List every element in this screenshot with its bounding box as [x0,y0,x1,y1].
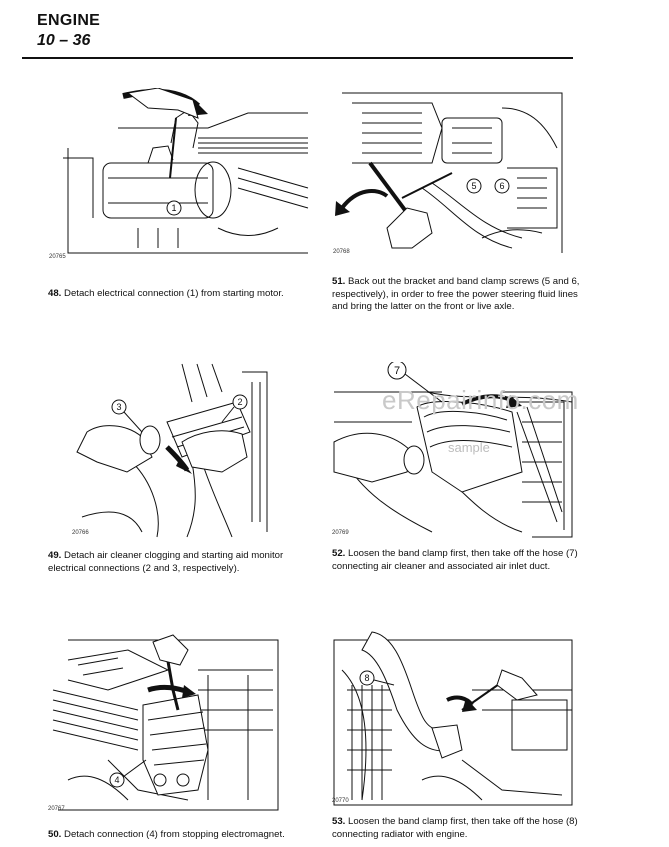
callout-6: 6 [499,181,505,191]
callout-5: 5 [471,181,477,191]
step-number: 50. [48,829,62,840]
step-number: 48. [48,288,62,299]
air-cleaner-illustration [72,362,270,540]
page-header [37,12,100,50]
step-number: 53. [332,816,346,827]
step-text: Back out the bracket and band clamp screws (5 and 6, respectively), in order to free the power steering fluid lines and bring the latter on the front or live axle. [332,276,580,312]
power-steering-illustration [332,88,570,258]
step-text: Detach electrical connection (1) from starting motor. [64,288,284,299]
figure-radiator-hose [332,630,576,808]
header-rule [22,57,573,59]
callout-4: 4 [114,775,120,785]
watermark: eRepairinfo.com [382,385,579,415]
figure-number: 20765 [49,254,66,260]
step-51-caption [332,276,582,314]
figure-number: 20769 [332,530,349,536]
step-52-caption [332,548,582,573]
starting-motor-illustration [48,88,316,263]
stopping-electromagnet-illustration [48,630,288,815]
step-text: Loosen the band clamp first, then take off the hose (8) connecting radiator with engine. [332,816,578,840]
callout-8: 8 [364,673,370,683]
callout-7: 7 [393,365,401,377]
section-title: ENGINE [37,12,101,29]
step-text: Detach air cleaner clogging and starting aid monitor electrical connections (2 and 3, respectively). [48,550,284,574]
figure-stopping-electromagnet [48,630,288,815]
figure-number: 20766 [72,530,89,536]
callout-3: 3 [116,402,122,412]
step-number: 51. [332,276,346,287]
watermark-sub: sample [448,440,490,455]
figure-number: 20768 [333,249,350,255]
page-number: 10 – 36 [37,32,91,49]
figure-number: 20770 [332,798,349,804]
figure-number: 20767 [48,806,65,812]
step-text: Detach connection (4) from stopping electromagnet. [64,829,285,840]
step-number: 49. [48,550,62,561]
step-49-caption [48,550,298,575]
figure-air-cleaner-connections [72,362,270,540]
step-text: Loosen the band clamp first, then take off the hose (7) connecting air cleaner and associated air inlet duct. [332,548,578,572]
callout-1: 1 [171,203,177,213]
figure-starting-motor [48,88,316,263]
callout-2: 2 [237,397,243,407]
figure-power-steering-lines [332,88,570,258]
step-number: 52. [332,548,346,559]
step-48-caption [48,288,316,301]
step-53-caption [332,816,586,841]
radiator-hose-illustration [332,630,576,808]
step-50-caption [48,829,328,842]
